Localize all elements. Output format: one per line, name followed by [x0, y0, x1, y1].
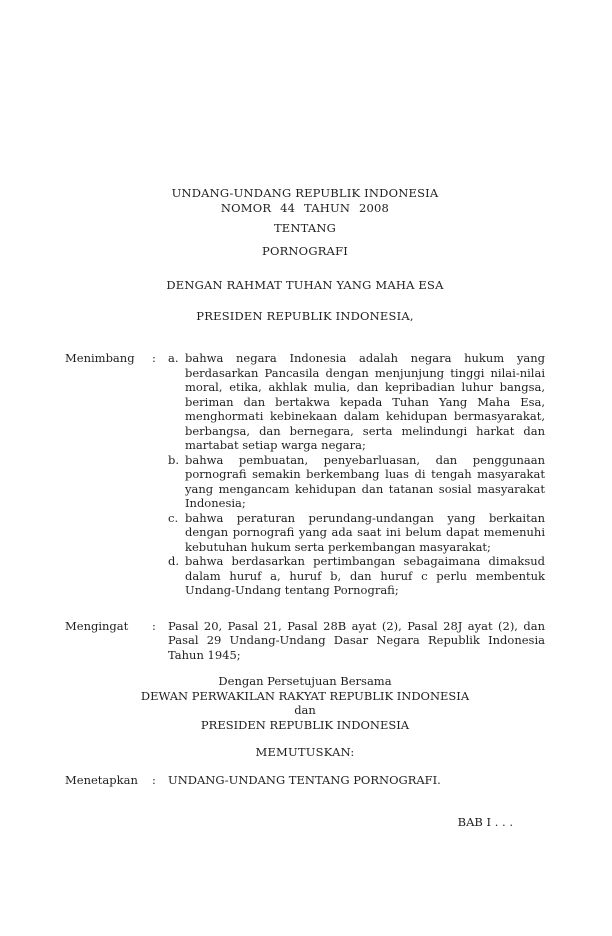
mengingat-label: Mengingat [65, 618, 129, 633]
menetapkan-text: UNDANG-UNDANG TENTANG PORNOGRAFI. [168, 772, 441, 787]
title-line-number: NOMOR 44 TAHUN 2008 [220, 200, 390, 215]
item-text: bahwa pembuatan, penyebarluasan, dan penggunaan pornografi semakin berkembang luas di tengah masyarakat yang mengancam kehidupan dan tatanan sosial masyarakat Indonesia; [185, 452, 545, 510]
menimbang-item-b [168, 453, 545, 511]
title-line-law: UNDANG-UNDANG REPUBLIK INDONESIA [171, 186, 439, 200]
menimbang-label: Menimbang [65, 351, 135, 365]
item-letter: b. [168, 452, 180, 467]
continuation-note: BAB I . . . [457, 815, 513, 829]
mengingat-colon: : [152, 618, 156, 633]
title-line-tentang: TENTANG [273, 221, 337, 235]
item-text: bahwa berdasarkan pertimbangan sebagaimana dimaksud dalam huruf a, huruf b, dan huruf c perlu membentuk Undang-Undang tentang Pornografi; [185, 554, 545, 597]
menetapkan-label: Menetapkan [65, 772, 138, 787]
memutuskan-line: MEMUTUSKAN: [255, 745, 355, 759]
item-letter: a. [168, 351, 179, 365]
agreement-line-2: DEWAN PERWAKILAN RAKYAT REPUBLIK INDONESIA [140, 688, 470, 703]
title-line-subject: PORNOGRAFI [262, 243, 348, 258]
title-block [65, 186, 545, 258]
menetapkan-colon: : [152, 772, 156, 787]
menimbang-body [168, 351, 545, 598]
item-text: bahwa negara Indonesia adalah negara hukum yang berdasarkan Pancasila dengan menjunjung tinggi nilai-nilai moral, etika, akhlak mulia, dan kepribadian luhur bangsa, beriman dan bertakwa kepada Tuhan Yang Maha Esa, menghormati kebinekaan dalam kehidupan bermasyarakat, berbangsa, dan bernegara, serta melindungi harkat dan martabat setiap warga negara; [185, 351, 545, 452]
agreement-block [65, 674, 545, 732]
agreement-line-4: PRESIDEN REPUBLIK INDONESIA [200, 717, 410, 732]
item-letter: c. [168, 510, 179, 525]
mengingat-text: Pasal 20, Pasal 21, Pasal 28B ayat (2), Pasal 28J ayat (2), dan Pasal 29 Undang-Undang Dasar Negara Republik Indonesia Tahun 1945; [168, 618, 545, 662]
item-text: bahwa peraturan perundang-undangan yang berkaitan dengan pornografi yang ada saat ini belum dapat memenuhi kebutuhan hukum serta perkembangan masyarakat; [185, 510, 545, 554]
mengingat-section [65, 619, 545, 663]
authority-line: PRESIDEN REPUBLIK INDONESIA, [196, 308, 414, 323]
menetapkan-section [65, 773, 545, 788]
agreement-line-3: dan [294, 703, 316, 717]
agreement-line-1: Dengan Persetujuan Bersama [218, 674, 392, 688]
menimbang-section [65, 351, 545, 598]
invocation-line: DENGAN RAHMAT TUHAN YANG MAHA ESA [166, 278, 444, 292]
menimbang-item-a [168, 351, 545, 453]
menimbang-item-d [168, 554, 545, 598]
menimbang-item-c [168, 511, 545, 555]
menimbang-colon: : [152, 351, 156, 365]
item-letter: d. [168, 554, 180, 568]
